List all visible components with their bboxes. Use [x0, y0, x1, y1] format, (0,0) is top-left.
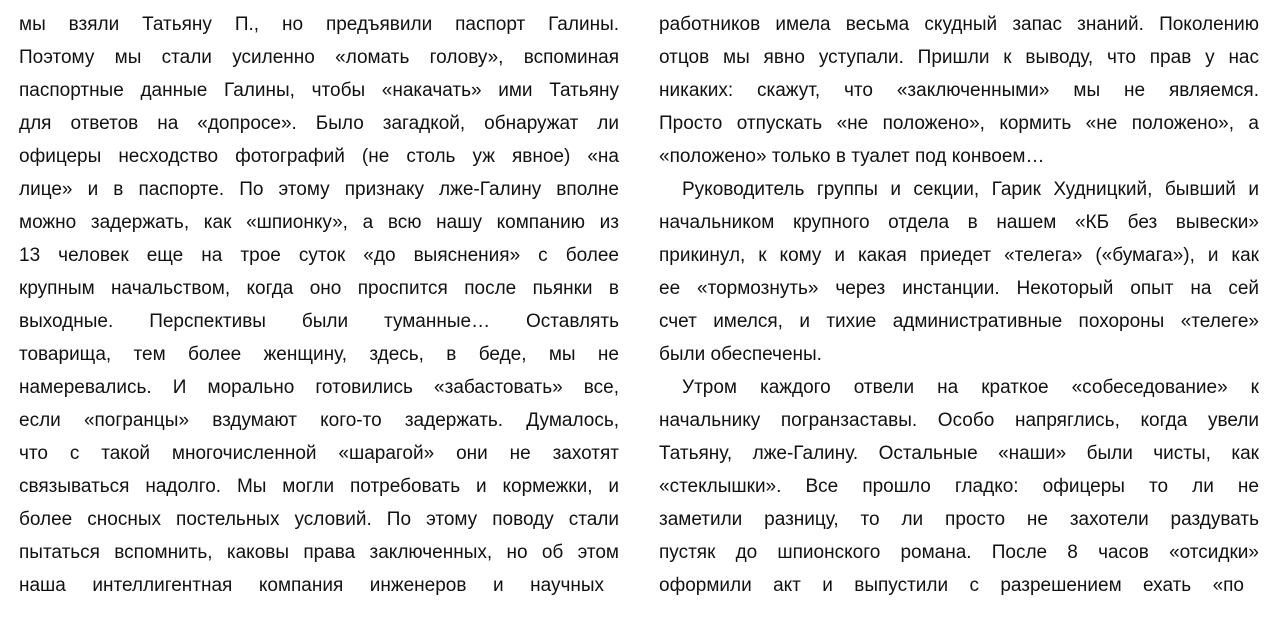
- text-line: счет имелся, и тихие административные похороны «телеге»: [659, 311, 1259, 332]
- paragraph-start-line: Руководитель группы и секции, Гарик Худницкий, бывший и: [682, 179, 1259, 200]
- text-line: оформили акт и выпустили с разрешением ехать «по: [659, 575, 1244, 596]
- paragraph-start-line: Утром каждого отвели на краткое «собеседование» к: [682, 377, 1259, 398]
- paragraph-end-line: были обеспечены.: [659, 344, 822, 365]
- text-line: Просто отпускать «не положено», кормить «не положено», а: [659, 113, 1259, 134]
- text-line: никаких: скажут, что «заключенными» мы не являемся.: [659, 80, 1259, 101]
- text-line: если «погранцы» вздумают кого-то задержать. Думалось,: [19, 410, 619, 431]
- text-line: Татьяну, лже-Галину. Остальные «наши» были чисты, как: [659, 443, 1259, 464]
- text-line: начальником крупного отдела в нашем «КБ без вывески»: [659, 212, 1259, 233]
- text-line: связываться надолго. Мы могли потребовать и кормежки, и: [19, 476, 619, 497]
- text-line: товарища, тем более женщину, здесь, в беде, мы не: [19, 344, 619, 365]
- left-text-column: [19, 8, 619, 602]
- text-line: прикинул, к кому и какая приедет «телега» («бумага»), и как: [659, 245, 1259, 266]
- text-line: выходные. Перспективы были туманные… Оставлять: [19, 311, 619, 332]
- text-line: лице» и в паспорте. По этому признаку лже-Галину вполне: [19, 179, 619, 200]
- text-line: пустяк до шпионского романа. После 8 часов «отсидки»: [659, 542, 1259, 563]
- text-line: для ответов на «допросе». Было загадкой, обнаружат ли: [19, 113, 619, 134]
- text-line: мы взяли Татьяну П., но предъявили паспорт Галины.: [19, 14, 619, 35]
- text-line: можно задержать, как «шпионку», а всю нашу компанию из: [19, 212, 619, 233]
- paragraph-end-line: «положено» только в туалет под конвоем…: [659, 146, 1045, 167]
- text-line: крупным начальством, когда оно проспится после пьянки в: [19, 278, 619, 299]
- text-line: Поэтому мы стали усиленно «ломать голову», вспоминая: [19, 47, 619, 68]
- text-line: отцов мы явно уступали. Пришли к выводу, что прав у нас: [659, 47, 1259, 68]
- text-line: работников имела весьма скудный запас знаний. Поколению: [659, 14, 1259, 35]
- text-line: офицеры несходство фотографий (не столь уж явное) «на: [19, 146, 619, 167]
- text-line: наша интеллигентная компания инженеров и научных: [19, 575, 604, 596]
- text-line: пытаться вспомнить, каковы права заключенных, но об этом: [19, 542, 619, 563]
- text-line: намеревались. И морально готовились «забастовать» все,: [19, 377, 619, 398]
- right-text-column: [659, 8, 1259, 602]
- text-line: заметили разницу, то ли просто не захотели раздувать: [659, 509, 1259, 530]
- text-line: более сносных постельных условий. По этому поводу стали: [19, 509, 619, 530]
- text-line: начальнику погранзаставы. Особо напряглись, когда увели: [659, 410, 1259, 431]
- text-line: что с такой многочисленной «шарагой» они не захотят: [19, 443, 619, 464]
- text-line: 13 человек еще на трое суток «до выяснения» с более: [19, 245, 619, 266]
- text-line: «стеклышки». Все прошло гладко: офицеры то ли не: [659, 476, 1259, 497]
- text-line: ее «тормознуть» через инстанции. Некоторый опыт на сей: [659, 278, 1259, 299]
- text-line: паспортные данные Галины, чтобы «накачать» ими Татьяну: [19, 80, 619, 101]
